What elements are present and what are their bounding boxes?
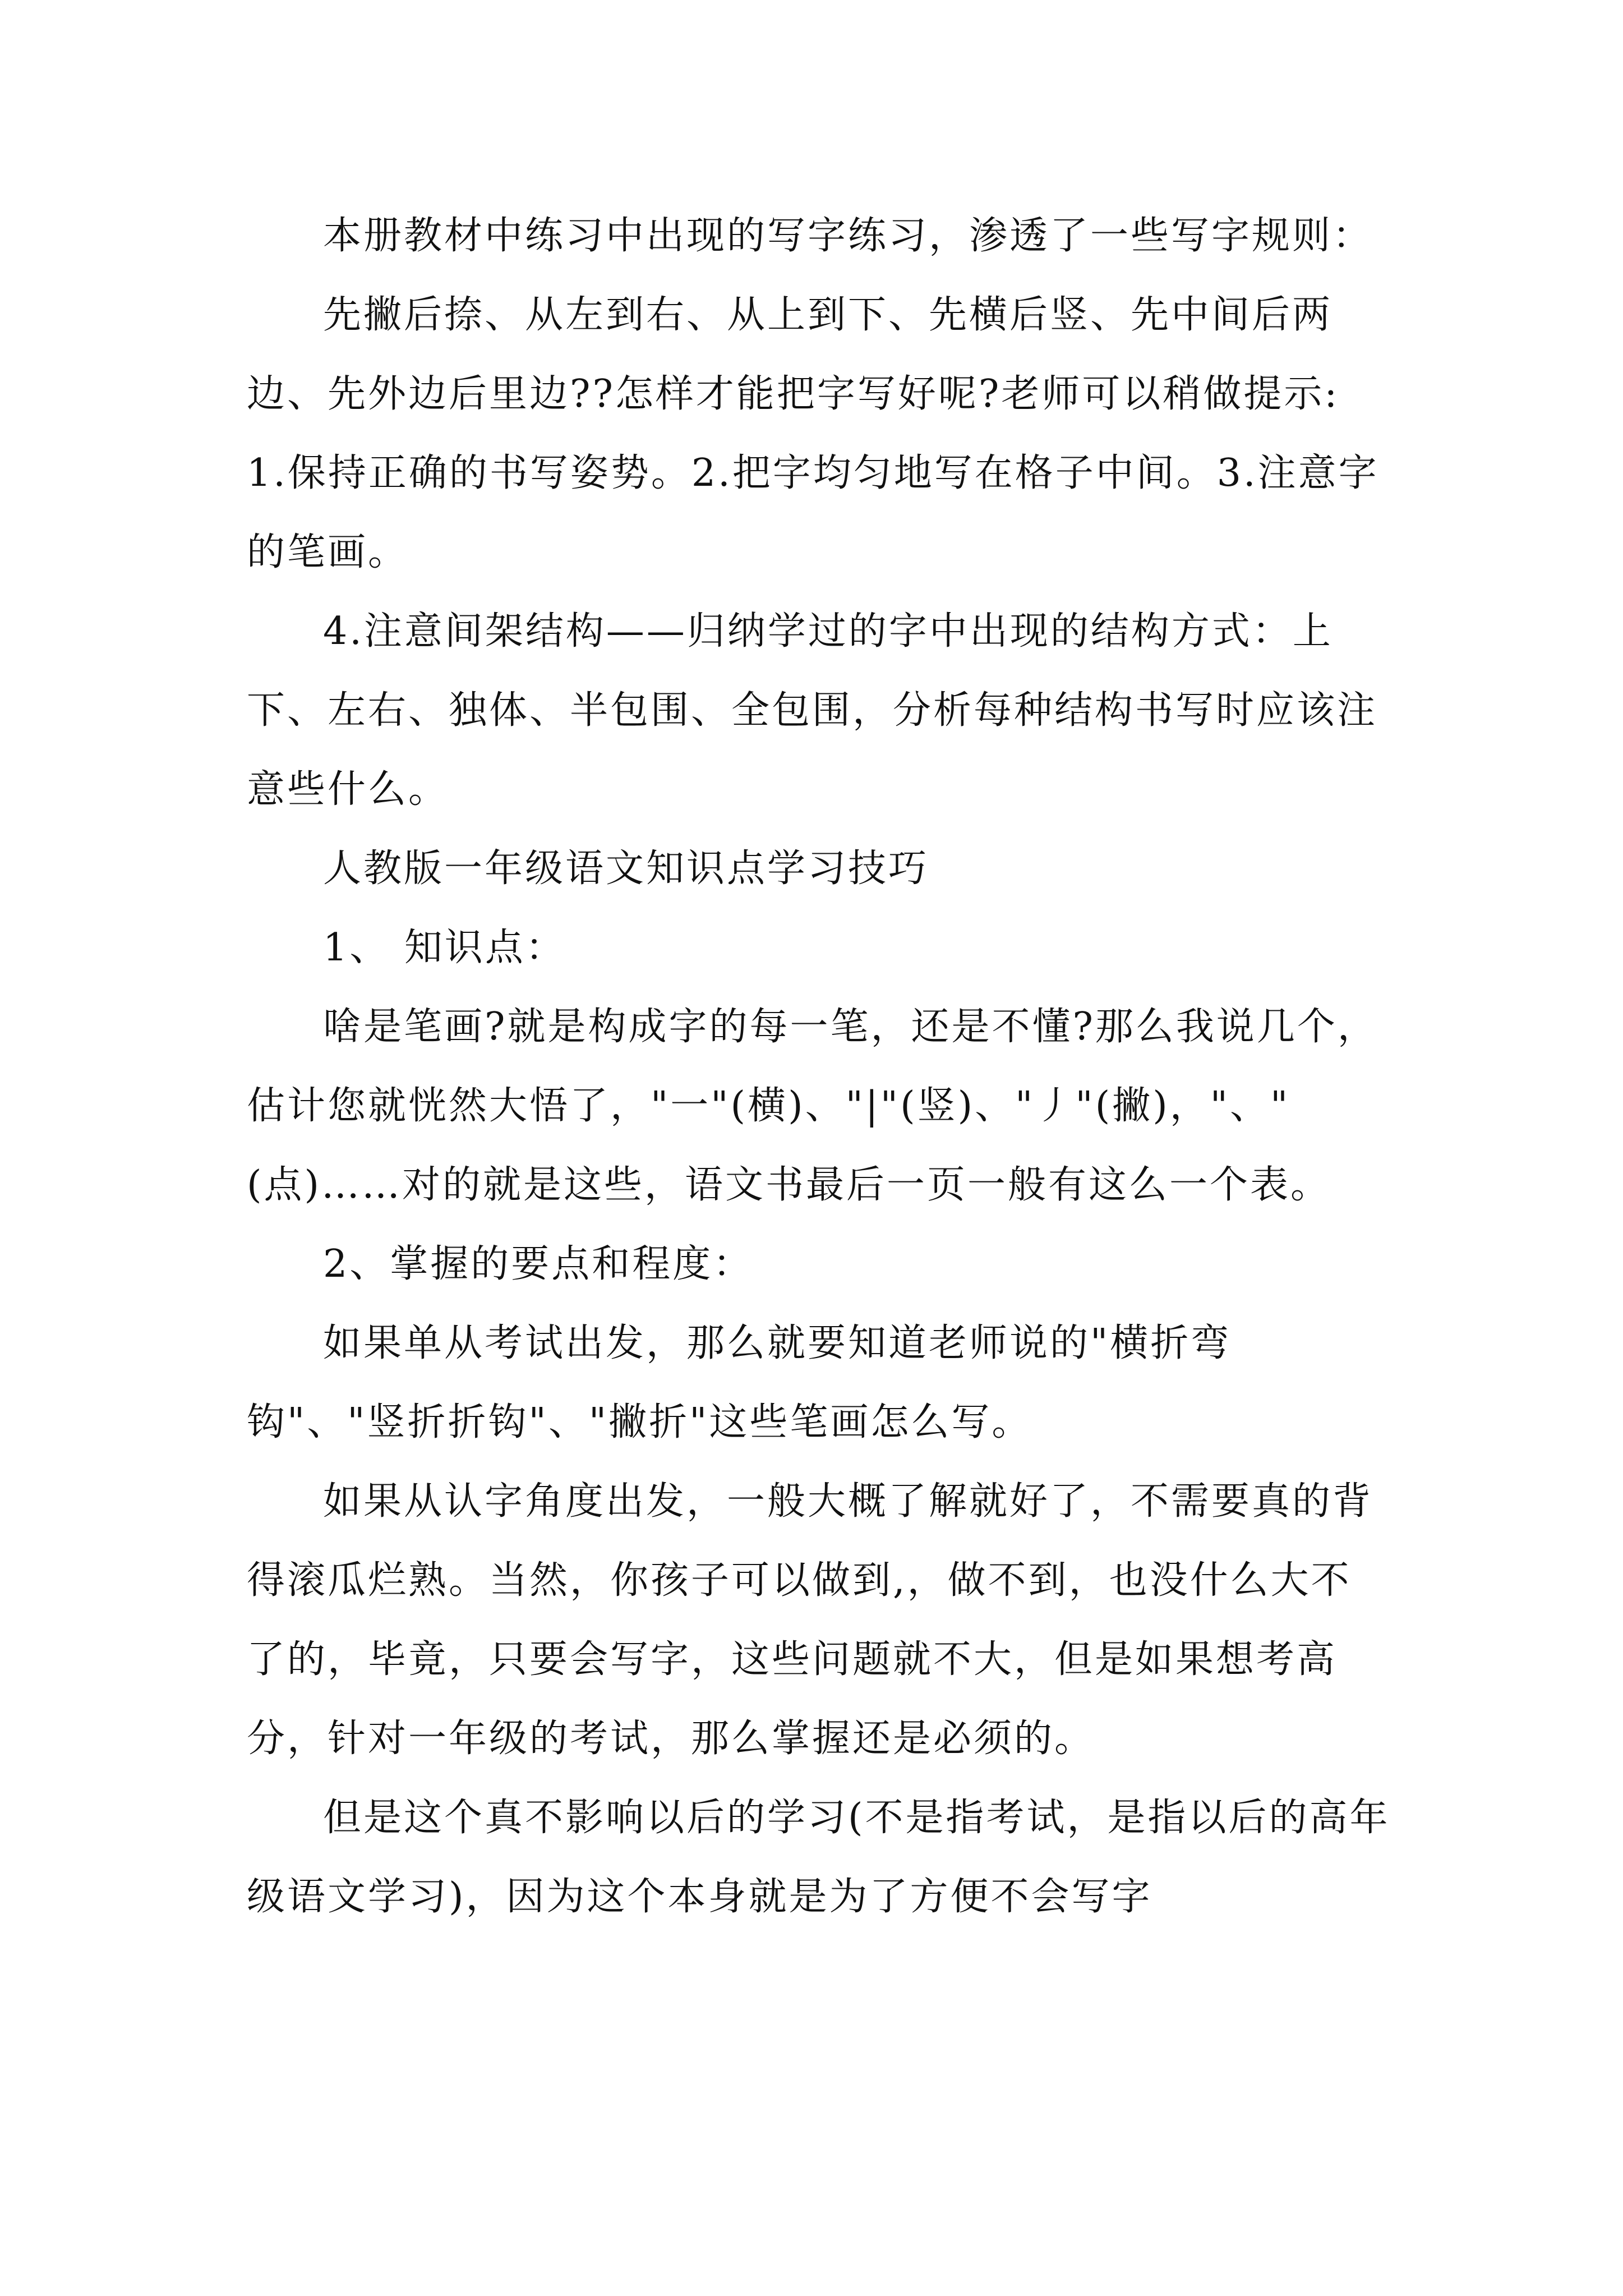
paragraph-exam-focus: 如果单从考试出发，那么就要知道老师说的"横折弯钩"、"竖折折钩"、"撇折"这些笔画怎么写。 bbox=[247, 1321, 1232, 1444]
document-body bbox=[247, 196, 1391, 1936]
subheading-key-points: 2、掌握的要点和程度： bbox=[323, 1242, 754, 1286]
paragraph-stroke-order-tips: 先撇后捺、从左到右、从上到下、先横后竖、先中间后两边、先外边后里边??怎样才能把字写好呢?老师可以稍做提示: 1.保持正确的书写姿势。2.把字均匀地写在格子中间。3.注意字的笔画。 bbox=[247, 293, 1379, 574]
paragraph-literacy-focus: 如果从认字角度出发，一般大概了解就好了，不需要真的背得滚瓜烂熟。当然，你孩子可以做到,，做不到，也没什么大不了的，毕竟，只要会写字，这些问题就不大，但是如果想考高分，针对一年级的考试，那么掌握还是必须的。 bbox=[247, 1479, 1373, 1761]
section-heading: 人教版一年级语文知识点学习技巧 bbox=[323, 846, 929, 891]
subheading-knowledge-point: 1、 知识点： bbox=[323, 926, 566, 970]
paragraph-writing-rules-intro: 本册教材中练习中出现的写字练习，渗透了一些写字规则： bbox=[323, 214, 1373, 258]
paragraph-structure-tip: 4.注意间架结构——归纳学过的字中出现的结构方式：上下、左右、独体、半包围、全包围，分析每种结构书写时应该注意些什么。 bbox=[247, 609, 1378, 812]
paragraph-future-learning: 但是这个真不影响以后的学习(不是指考试，是指以后的高年级语文学习)，因为这个本身就是为了方便不会写字 bbox=[247, 1796, 1390, 1919]
paragraph-what-is-stroke: 啥是笔画?就是构成字的每一笔，还是不懂?那么我说几个，估计您就恍然大悟了，"一"(横)、"|"(竖)、"丿"(撇)，"、"(点)……对的就是这些，语文书最后一页一般有这么一个表。 bbox=[247, 1005, 1378, 1207]
